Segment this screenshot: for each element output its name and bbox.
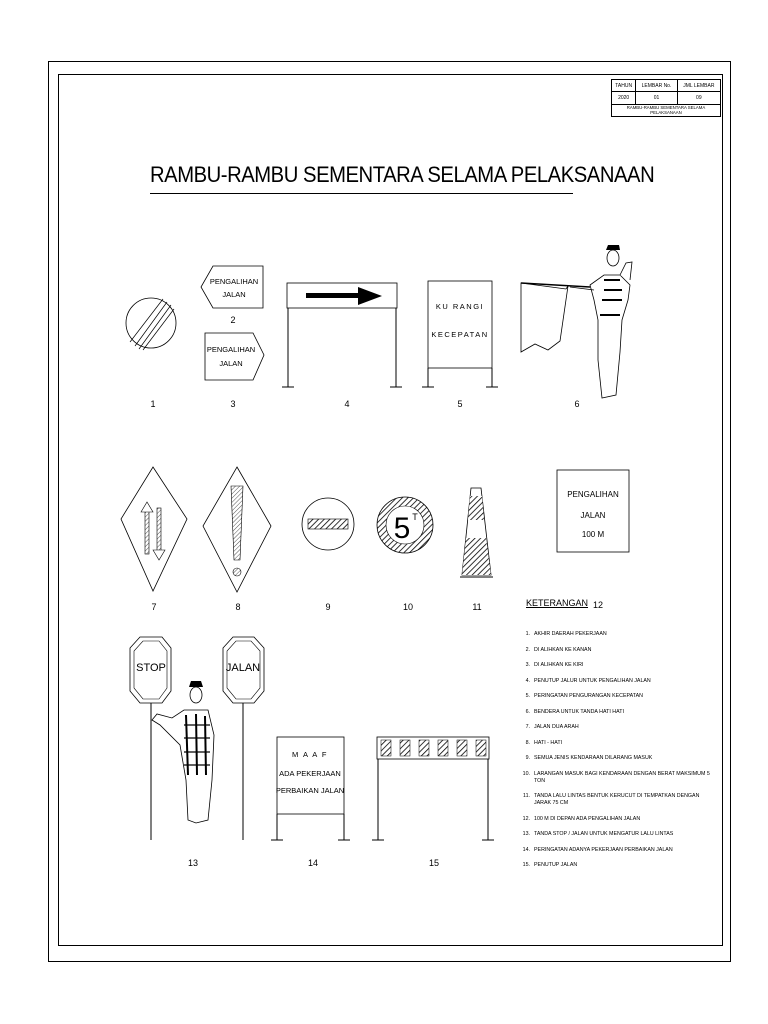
item-number-6: 6 xyxy=(574,399,580,409)
legend-item-text: JALAN DUA ARAH xyxy=(534,724,579,730)
legend-item-text: BENDERA UNTUK TANDA HATI HATI xyxy=(534,708,624,715)
sign-4-lane-closure-arrow xyxy=(282,283,402,387)
sign-14-text-1: M A A F xyxy=(292,750,328,759)
item-number-4: 4 xyxy=(344,399,350,409)
legend-item-text: TANDA STOP / JALAN UNTUK MENGATUR LALU LINTAS xyxy=(534,831,674,837)
title-block-year-value: 2020 xyxy=(612,92,636,104)
legend-item xyxy=(513,755,713,762)
sign-12-text-2: JALAN xyxy=(580,511,606,520)
sign-13-jalan-text: JALAN xyxy=(225,662,261,674)
legend-item xyxy=(513,793,713,807)
legend-item-number: 13. xyxy=(522,831,530,837)
legend-item-number: 2. xyxy=(525,646,530,653)
legend-item-number: 15. xyxy=(522,862,530,868)
legend-item-number: 1. xyxy=(525,631,530,637)
page-title: RAMBU-RAMBU SEMENTARA SELAMA PELAKSANAAN xyxy=(150,162,655,187)
legend-item xyxy=(513,771,713,785)
legend-item xyxy=(513,662,713,669)
legend-item-text: DI ALIHKAN KE KANAN xyxy=(534,646,592,653)
legend-item-text: PENUTUP JALUR UNTUK PENGALIHAN JALAN xyxy=(534,677,651,684)
title-block-total-header: JML LEMBAR xyxy=(677,80,720,92)
sign-7-two-way-traffic xyxy=(121,467,187,591)
legend-item xyxy=(513,740,713,747)
legend-item xyxy=(513,709,713,716)
sign-12-text-3: 100 M xyxy=(581,530,605,539)
legend-item xyxy=(513,862,713,869)
legend-item-text: HATI - HATI xyxy=(534,739,563,746)
legend-item xyxy=(513,831,713,838)
item-number-10: 10 xyxy=(402,602,414,612)
legend-item xyxy=(513,724,713,731)
legend-item-text: AKHIR DAERAH PEKERJAAN xyxy=(534,631,607,637)
sign-5-text-1: KU RANGI xyxy=(435,302,485,311)
legend-item-number: 3. xyxy=(525,662,530,668)
legend-item-text: PERINGATAN ADANYA PEKERJAAN PERBAIKAN JALAN xyxy=(534,846,673,853)
sign-2-text-2: JALAN xyxy=(222,290,246,299)
legend-item-number: 11. xyxy=(523,793,530,799)
sign-14-text-3: PERBAIKAN JALAN xyxy=(275,786,345,795)
sign-1-end-of-work-zone xyxy=(126,298,176,350)
title-block-sheet-value: 01 xyxy=(636,92,677,104)
item-number-2: 2 xyxy=(230,315,236,325)
sign-5-text-2: KECEPATAN xyxy=(431,330,489,339)
legend-item-number: 9. xyxy=(525,755,530,761)
item-number-9: 9 xyxy=(325,602,331,612)
legend-item xyxy=(513,693,713,700)
sign-10-superscript: T xyxy=(412,512,418,522)
item-number-15: 15 xyxy=(428,858,440,868)
legend-item xyxy=(513,847,713,854)
item-number-14: 14 xyxy=(307,858,319,868)
sign-12-text-1: PENGALIHAN xyxy=(567,490,619,499)
sign-12-detour-100m xyxy=(557,470,629,552)
sign-14-road-works xyxy=(271,737,350,840)
legend-item-text: TANDA LALU LINTAS BENTUK KERUCUT DI TEMPATKAN DENGAN JARAK 75 CM xyxy=(534,793,700,806)
sign-15-road-closed-barrier xyxy=(372,737,494,840)
sign-11-traffic-cone xyxy=(460,488,493,577)
title-block-year-header: TAHUN xyxy=(612,80,636,92)
legend-item-text: PERINGATAN PENGURANGAN KECEPATAN xyxy=(534,693,643,699)
legend-item-number: 6. xyxy=(525,708,530,715)
item-number-3: 3 xyxy=(230,399,236,409)
item-number-5: 5 xyxy=(457,399,463,409)
sign-3-text-1: PENGALIHAN xyxy=(206,345,256,354)
legend-item xyxy=(513,678,713,685)
sign-6-flagman-illustration xyxy=(521,245,632,398)
item-number-11: 11 xyxy=(472,602,482,612)
sign-10-text: 5 xyxy=(393,512,411,545)
sign-8-caution xyxy=(203,467,271,592)
legend-item-number: 14. xyxy=(522,846,530,853)
item-number-1: 1 xyxy=(150,399,156,409)
title-block-sheet-header: LEMBAR No. xyxy=(636,80,677,92)
sign-9-no-entry xyxy=(302,498,354,550)
sign-10-max-5-ton xyxy=(377,497,433,553)
legend-item-number: 7. xyxy=(525,724,530,730)
legend-item-number: 4. xyxy=(525,677,530,684)
sign-2-text-1: PENGALIHAN xyxy=(209,277,259,286)
legend-item xyxy=(513,647,713,654)
item-number-7: 7 xyxy=(151,602,157,612)
sign-13-stop-text: STOP xyxy=(136,662,166,674)
legend-item-text: DI ALIHKAN KE KIRI xyxy=(534,662,584,668)
title-block-total-value: 09 xyxy=(677,92,720,104)
legend-item-number: 8. xyxy=(525,739,530,746)
title-block-caption: RAMBU-RAMBU SEMENTARA SELAMA PELAKSANAAN xyxy=(612,104,721,116)
legend-item-text: PENUTUP JALAN xyxy=(534,862,578,868)
sign-13-stop-go-paddles xyxy=(130,637,264,840)
sign-5-reduce-speed xyxy=(422,281,498,387)
legend-list xyxy=(513,631,713,878)
item-number-8: 8 xyxy=(235,602,241,612)
legend-item xyxy=(513,631,713,638)
legend-item-number: 10. xyxy=(522,770,530,777)
legend-item-text: LARANGAN MASUK BAGI KENDARAAN DENGAN BERAT MAKSIMUM 5 TON xyxy=(534,770,710,784)
sign-3-text-2: JALAN xyxy=(219,359,243,368)
legend-item-text: 100 M DI DEPAN ADA PENGALIHAN JALAN xyxy=(534,815,641,822)
legend-item-text: SEMUA JENIS KENDARAAN DILARANG MASUK xyxy=(534,755,653,761)
legend-title: KETERANGAN xyxy=(526,598,589,608)
legend-item-number: 12. xyxy=(522,815,530,822)
item-number-13: 13 xyxy=(187,858,199,868)
sign-3-detour-right xyxy=(205,333,264,380)
legend-item xyxy=(513,816,713,823)
sign-14-text-2: ADA PEKERJAAN xyxy=(279,769,341,778)
item-number-12: 12 xyxy=(593,600,604,610)
legend-item-number: 5. xyxy=(525,693,530,699)
sign-2-detour-left xyxy=(201,266,263,308)
